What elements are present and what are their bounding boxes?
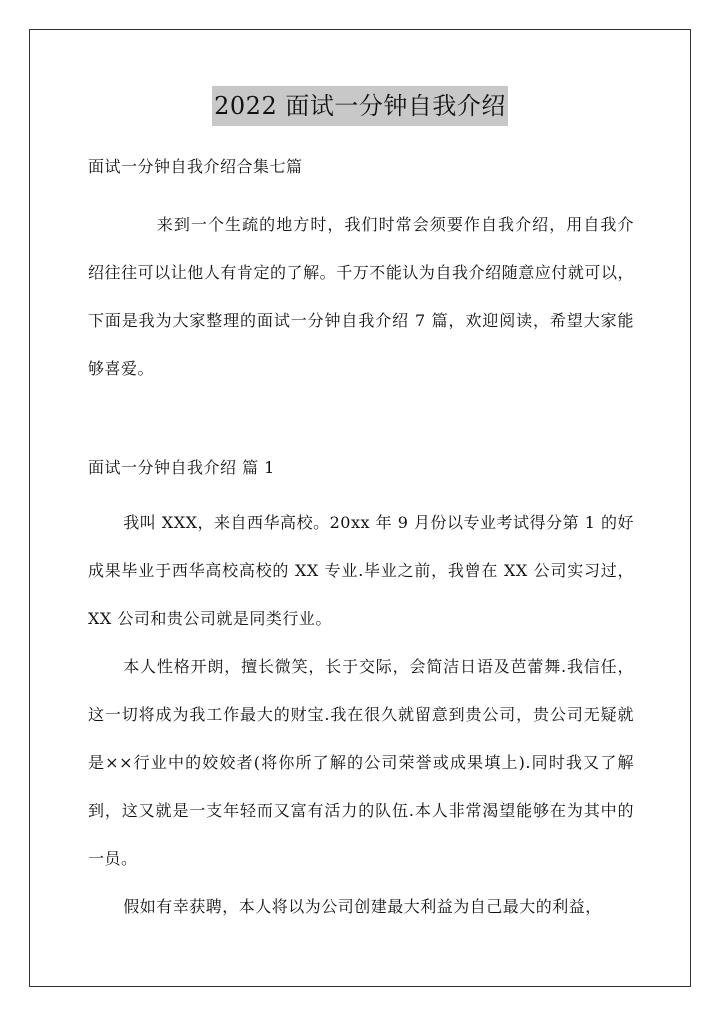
document-subtitle: 面试一分钟自我介绍合集七篇	[88, 157, 303, 176]
section-heading: 面试一分钟自我介绍 篇 1	[88, 458, 275, 477]
document-title: 2022 面试一分钟自我介绍	[212, 86, 508, 126]
body-paragraph-3: 假如有幸获聘，本人将以为公司创建最大利益为自己最大的利益，	[123, 897, 602, 916]
title-container	[0, 86, 720, 126]
document-body	[88, 152, 634, 931]
body-paragraph-1: 我叫 XXX，来自西华高校。20xx 年 9 月份以专业考试得分第 1 的好成果毕业于西华高校高校的 XX 专业.毕业之前，我曾在 XX 公司实习过，XX 公司和贵公司就是同类行业。	[88, 513, 634, 628]
intro-paragraph: 来到一个生疏的地方时，我们时常会须要作自我介绍，用自我介绍往往可以让他人有肯定的了解。千万不能认为自我介绍随意应付就可以，下面是我为大家整理的面试一分钟自我介绍 7 篇，欢迎阅读，希望大家能够喜爱。	[88, 215, 634, 378]
body-paragraph-2: 本人性格开朗，擅长微笑，长于交际，会简洁日语及芭蕾舞.我信任，这一切将成为我工作最大的财宝.我在很久就留意到贵公司，贵公司无疑就是××行业中的姣姣者(将你所了解的公司荣誉或成果填上).同时我又了解到，这又就是一支年轻而又富有活力的队伍.本人非常渴望能够在为其中的一员。	[88, 657, 634, 868]
